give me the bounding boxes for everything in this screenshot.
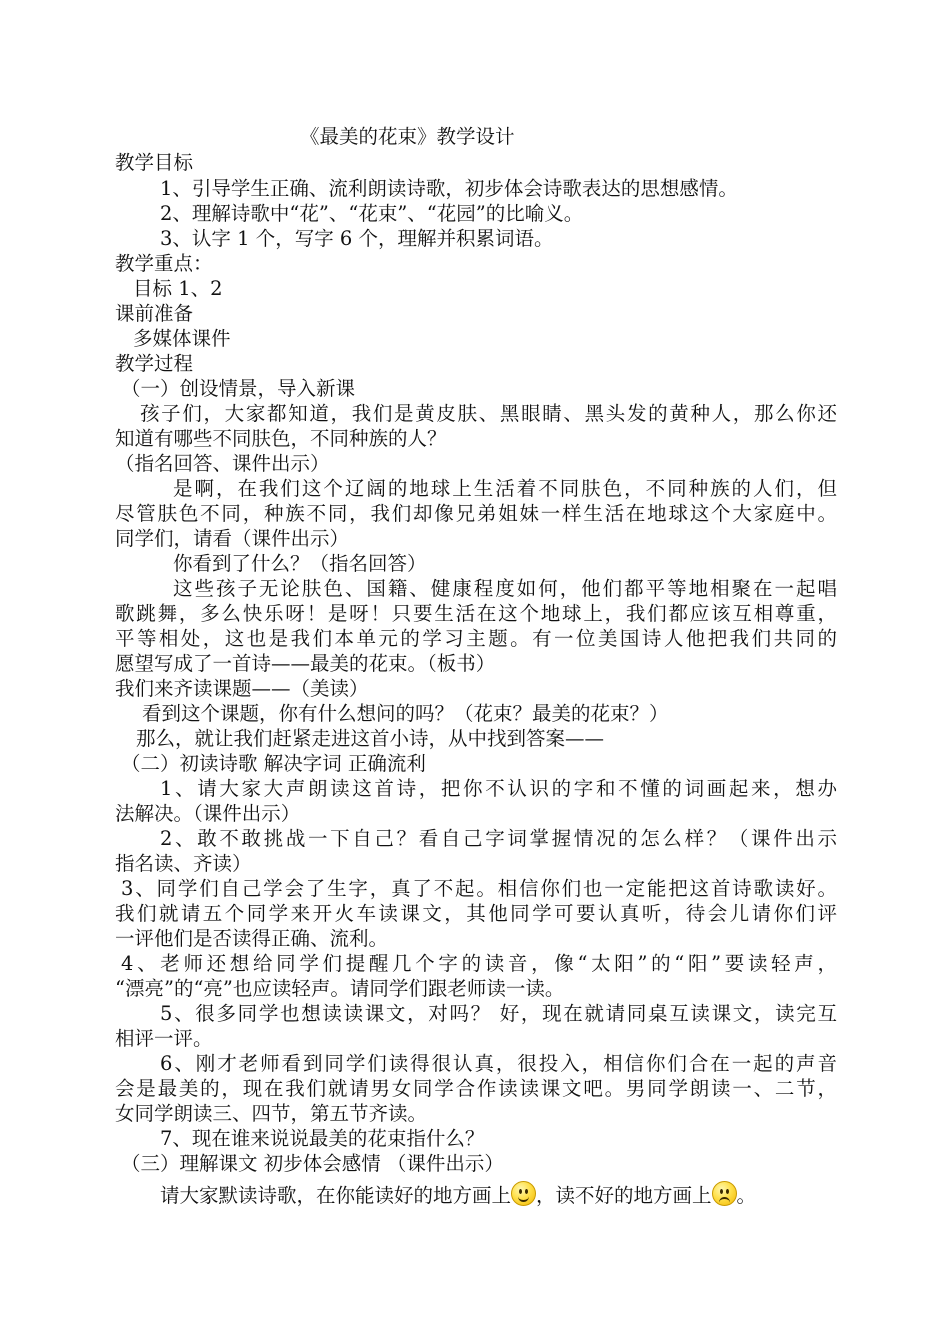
paragraph-line: 歌跳舞，多么快乐呀！是呀！只要生活在这个地球上，我们都应该互相尊重，	[115, 602, 837, 625]
paragraph-line: 会是最美的，现在我们就请男女同学合作读读课文吧。男同学朗读一、二节，	[115, 1077, 837, 1100]
goal-1: 1、引导学生正确、流利朗读诗歌，初步体会诗歌表达的思想感情。	[160, 177, 738, 200]
paragraph-line: 一评他们是否读得正确、流利。	[115, 927, 389, 950]
paragraph-line: 你看到了什么？（指名回答）	[173, 552, 427, 575]
paragraph-line: 4、老师还想给同学们提醒几个字的读音，像“太阳”的“阳”要读轻声，	[121, 952, 837, 975]
paragraph-line: 平等相处，这也是我们本单元的学习主题。有一位美国诗人他把我们共同的	[115, 627, 837, 650]
paragraph-line: 我们来齐读课题——（美读）	[115, 677, 369, 700]
paragraph-line: 同学们，请看（课件出示）	[115, 527, 350, 550]
instruction-part-1: 请大家默读诗歌，在你能读好的地方画上	[160, 1184, 512, 1207]
paragraph-line: 指名读、齐读）	[115, 852, 252, 875]
instruction-part-3: 。	[736, 1184, 757, 1207]
paragraph-line: 看到这个课题，你有什么想问的吗？（花束？最美的花束？）	[142, 702, 669, 725]
section-1-heading: （一）创设情景，导入新课	[121, 377, 356, 400]
paragraph-line: 法解决。（课件出示）	[115, 802, 301, 825]
paragraph-line: 3、同学们自己学会了生字，真了不起。相信你们也一定能把这首诗歌读好。	[121, 877, 837, 900]
paragraph-line: 我们就请五个同学来开火车读课文，其他同学可要认真听，待会儿请你们评	[115, 902, 837, 925]
paragraph-line: 愿望写成了一首诗——最美的花束。（板书）	[115, 652, 496, 675]
heading-teaching-goals: 教学目标	[115, 151, 194, 174]
paragraph-line: “漂亮”的“亮”也应读轻声。请同学们跟老师读一读。	[115, 977, 565, 1000]
instruction-line	[160, 1181, 756, 1208]
section-2-heading: （二）初读诗歌 解决字词 正确流利	[121, 752, 426, 775]
paragraph-line: 7、现在谁来说说最美的花束指什么？	[160, 1127, 485, 1150]
paragraph-line: 6、刚才老师看到同学们读得很认真，很投入，相信你们合在一起的声音	[160, 1052, 837, 1075]
paragraph-line: 那么，就让我们赶紧走进这首小诗，从中找到答案——	[136, 727, 605, 750]
paragraph-line: 尽管肤色不同，种族不同，我们却像兄弟姐妹一样生活在地球这个大家庭中。	[115, 502, 837, 525]
paragraph-line: 孩子们，大家都知道，我们是黄皮肤、黑眼睛、黑头发的黄种人，那么你还	[140, 402, 837, 425]
heading-preparation: 课前准备	[115, 302, 194, 325]
heading-key-points: 教学重点：	[115, 252, 213, 275]
key-points-text: 目标 1、2	[133, 277, 223, 300]
paragraph-line: 这些孩子无论肤色、国籍、健康程度如何，他们都平等地相聚在一起唱	[173, 577, 837, 600]
smiley-face-icon	[511, 1181, 536, 1206]
section-3-heading: （三）理解课文 初步体会感情 （课件出示）	[121, 1152, 504, 1175]
paragraph-line: （指名回答、课件出示）	[115, 452, 330, 475]
goal-3: 3、认字 1 个，写字 6 个，理解并积累词语。	[160, 227, 554, 250]
paragraph-line: 女同学朗读三、四节，第五节齐读。	[115, 1102, 428, 1125]
heading-teaching-process: 教学过程	[115, 352, 194, 375]
document-title: 《最美的花束》教学设计	[300, 125, 515, 148]
paragraph-line: 2、敢不敢挑战一下自己？看自己字词掌握情况的怎么样？（课件出示	[160, 827, 837, 850]
paragraph-line: 1、请大家大声朗读这首诗，把你不认识的字和不懂的词画起来，想办	[160, 777, 837, 800]
paragraph-line: 相评一评。	[115, 1027, 213, 1050]
paragraph-line: 知道有哪些不同肤色，不同种族的人？	[115, 427, 447, 450]
sad-face-icon	[712, 1181, 737, 1206]
goal-2: 2、理解诗歌中“花”、“花束”、“花园”的比喻义。	[160, 202, 584, 225]
instruction-part-2: ，读不好的地方画上	[536, 1184, 712, 1207]
paragraph-line: 5、很多同学也想读读课文，对吗？ 好，现在就请同桌互读课文，读完互	[160, 1002, 837, 1025]
preparation-text: 多媒体课件	[133, 327, 231, 350]
paragraph-line: 是啊，在我们这个辽阔的地球上生活着不同肤色，不同种族的人们，但	[173, 477, 837, 500]
